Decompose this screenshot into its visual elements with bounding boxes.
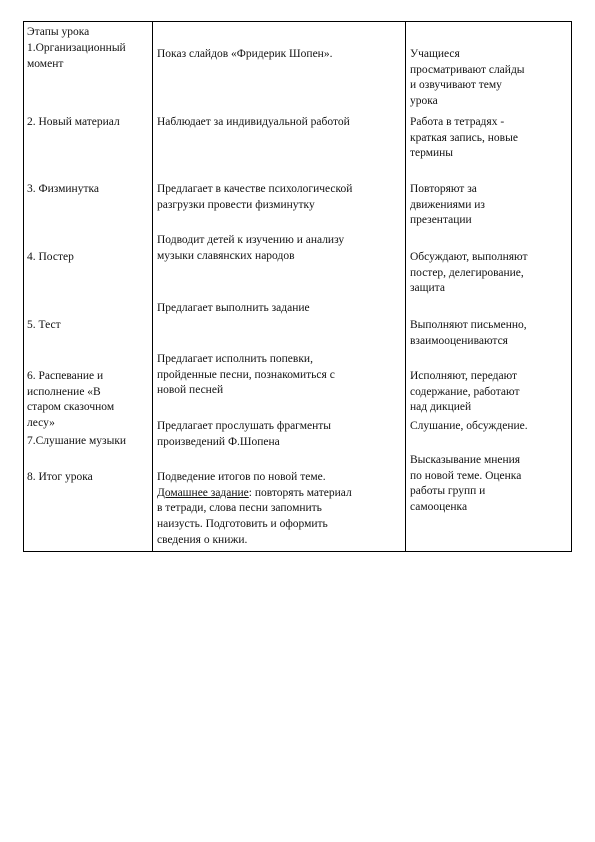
teacher-2: Наблюдает за индивидуальной работой xyxy=(157,116,350,128)
stage-6: 6. Распевание и исполнение «В старом сказочном лесу» xyxy=(27,370,115,430)
students-3: Повторяют за движениями из презентации xyxy=(410,183,485,227)
stage-4: 4. Постер xyxy=(27,251,74,263)
students-4: Обсуждают, выполняют постер, делегирование, защита xyxy=(410,251,528,295)
stage-7: 7.Слушание музыки xyxy=(27,435,127,447)
stage-8: 8. Итог урока xyxy=(27,471,93,483)
teacher-8-line1: Подведение итогов по новой теме. xyxy=(157,471,326,483)
stage-1: 1.Организационный момент xyxy=(27,42,126,70)
lesson-plan-table xyxy=(23,21,572,552)
students-2: Работа в тетрадях - краткая запись, новые термины xyxy=(410,116,518,160)
students-8: Высказывание мнения по новой теме. Оценка работы групп и самооценка xyxy=(410,454,522,514)
teacher-8 xyxy=(157,470,402,549)
column-divider xyxy=(152,22,153,551)
stages-header: Этапы урока xyxy=(27,26,90,38)
column-divider xyxy=(405,22,406,551)
homework-text: : повторять материал в тетради, слова песни запомнить наизусть. Подготовить и оформить сведения о книжи. xyxy=(157,486,352,546)
homework-label: Домашнее задание xyxy=(157,486,249,499)
teacher-6: Предлагает исполнить попевки, пройденные песни, познакомиться с новой песней xyxy=(157,353,335,397)
students-6: Исполняют, передают содержание, работают над дикцией xyxy=(410,370,520,414)
students-5: Выполняют письменно, взаимооцениваются xyxy=(410,319,527,347)
teacher-1: Показ слайдов «Фридерик Шопен». xyxy=(157,48,333,60)
teacher-5: Предлагает выполнить задание xyxy=(157,302,310,314)
teacher-7: Предлагает прослушать фрагменты произведений Ф.Шопена xyxy=(157,420,332,448)
stage-5: 5. Тест xyxy=(27,319,61,331)
students-1: Учащиеся просматривают слайды и озвучивают тему урока xyxy=(410,48,525,108)
teacher-3: Предлагает в качестве психологической разгрузки провести физминутку xyxy=(157,183,353,211)
stage-3: 3. Физминутка xyxy=(27,183,99,195)
students-7: Слушание, обсуждение. xyxy=(410,420,528,432)
stage-2: 2. Новый материал xyxy=(27,116,120,128)
teacher-4: Подводит детей к изучению и анализу музыки славянских народов xyxy=(157,234,345,262)
